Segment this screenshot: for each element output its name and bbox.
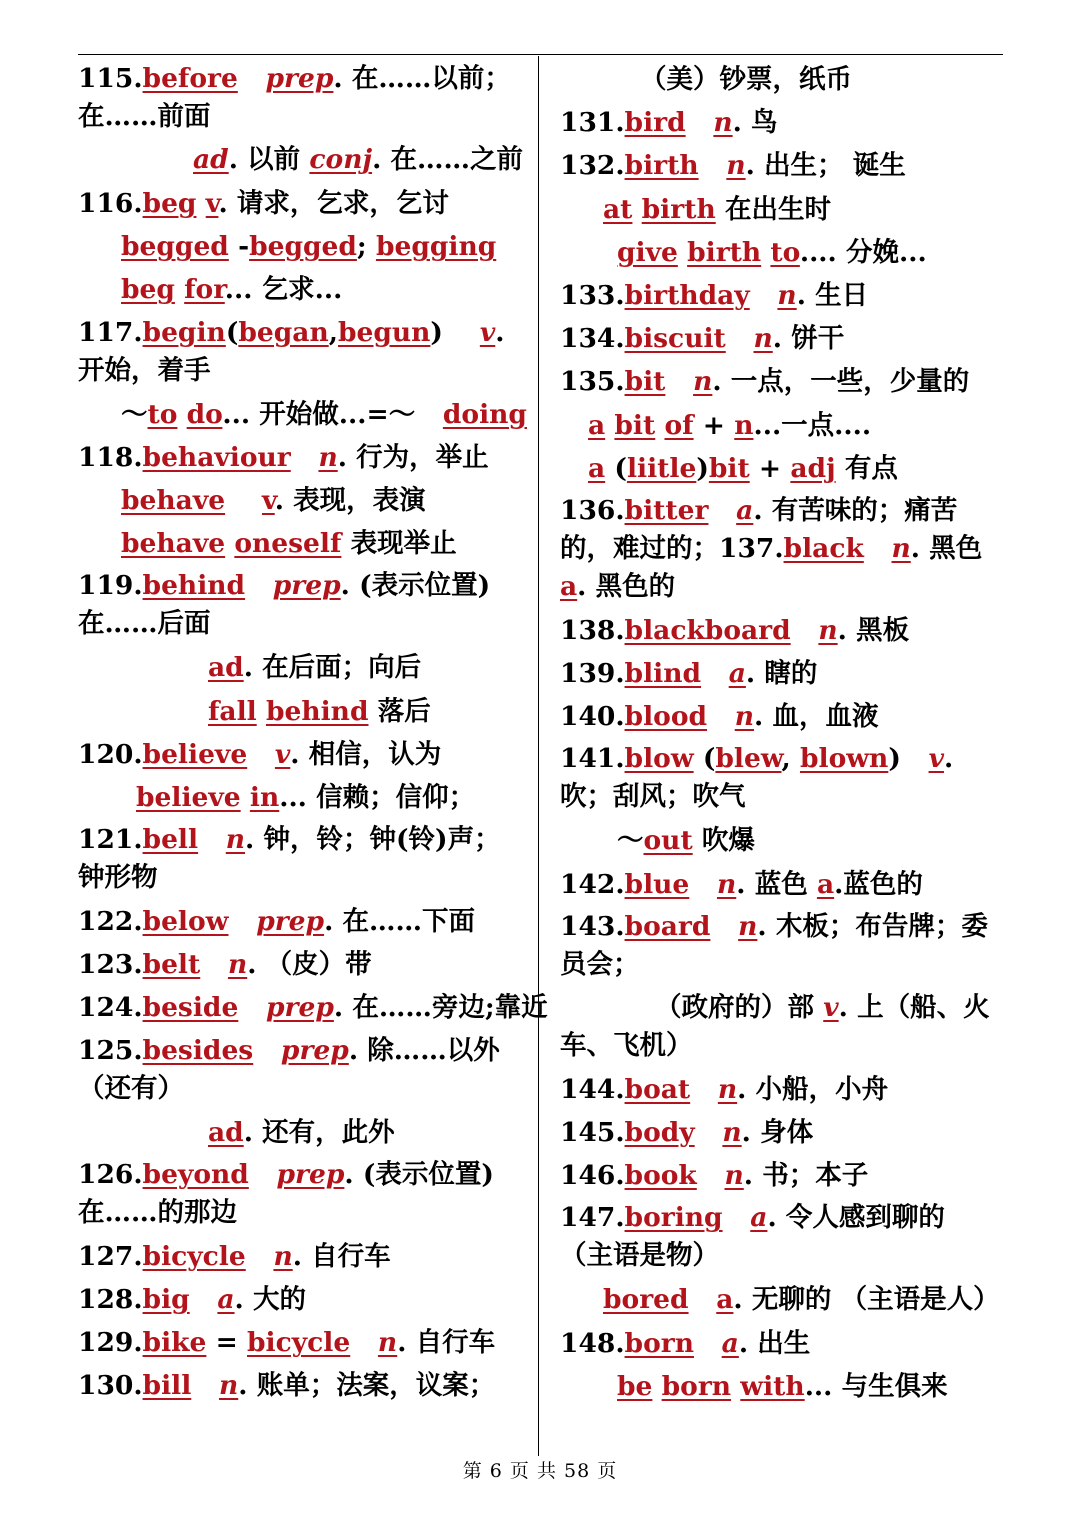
pos-tag: n (716, 868, 737, 900)
pos-tag: v (479, 316, 496, 348)
headword: black (783, 532, 864, 564)
pos-tag: ad (208, 652, 244, 684)
pos-tag: prep (272, 570, 341, 602)
pos-tag: n (738, 910, 758, 942)
pos-tag: prep (256, 906, 325, 938)
entry-125-ad: ad. 还有，此外 (208, 1116, 395, 1148)
pos-tag: prep (276, 1158, 345, 1190)
pos-tag: a (716, 1284, 734, 1316)
pos-tag: prep (266, 992, 334, 1024)
pos-tag: n (218, 1370, 239, 1402)
entry-139: 139.blind a. 瞎的 (560, 658, 818, 690)
pos-tag: n (722, 1117, 742, 1148)
page-number: 第 6 页 共 58 页 (462, 1460, 618, 1482)
entry-135-phrase-1: a bit of + n...一点.... (588, 409, 872, 441)
entry-126: 126.beyond prep. (表示位置)在……的那边 (78, 1158, 494, 1228)
entry-120: 120.believe v. 相信，认为 (78, 738, 442, 770)
entry-118: 118.behaviour n. 行为，举止 (78, 441, 489, 473)
entry-116: 116.beg v. 请求，乞求，乞讨 (78, 188, 449, 219)
entry-143: 143.board n. 木板；布告牌；委员会； (560, 910, 988, 980)
entry-138: 138.blackboard n. 黑板 (560, 614, 910, 646)
pos-tag: n (726, 150, 746, 182)
entry-122: 122.below prep. 在……下面 (78, 906, 476, 938)
pos-tag: ad (208, 1116, 244, 1148)
headword: below (142, 906, 229, 938)
pos-tag: n (377, 1327, 398, 1359)
pos-tag: a (728, 658, 746, 690)
entry-125: 125.besides prep. 除……以外（还有） (78, 1034, 500, 1104)
headword: born (624, 1327, 694, 1359)
entry-136-137: 136.bitter a. 有苦味的；痛苦的，难过的；137.black n. 黑色 a. 黑色的 (560, 494, 983, 602)
entry-135-phrase-2: a (liitle)bit + adj 有点 (588, 452, 898, 484)
headword: behaviour (142, 441, 291, 473)
headword: believe (142, 738, 248, 770)
entry-141: 141.blow (blew, blown) v. 吹；刮风；吹气 (560, 743, 954, 813)
pos-tag: a (816, 868, 835, 900)
pos-tag: a (750, 1202, 768, 1234)
pos-tag: n (227, 949, 248, 981)
headword: boring (624, 1202, 723, 1234)
headword: bill (142, 1370, 192, 1402)
pos-tag: ad (193, 144, 229, 175)
entry-144: 144.boat n. 小船，小舟 (560, 1073, 889, 1105)
headword: belt (142, 949, 201, 981)
pos-tag: a (560, 570, 578, 602)
entry-117: 117.begin(began,begun) v. 开始，着手 (78, 316, 505, 386)
header-rule (78, 54, 1003, 55)
entry-132: 132.birth n. 出生； 诞生 (560, 150, 906, 182)
entry-146: 146.book n. 书；本子 (560, 1160, 869, 1192)
left-column (78, 58, 548, 1408)
headword: book (624, 1160, 697, 1192)
entry-127: 127.bicycle n. 自行车 (78, 1240, 391, 1272)
pos-tag: n (273, 1240, 293, 1272)
entry-123: 123.belt n. （皮）带 (78, 949, 372, 981)
pos-tag: v (205, 188, 219, 219)
headword: before (142, 63, 238, 94)
entry-132-phrase-1: at birth 在出生时 (603, 193, 831, 225)
pos-tag: n (318, 441, 338, 473)
pos-tag: v (823, 991, 839, 1023)
pos-tag: a (721, 1327, 739, 1359)
entry-141-phrase: ～out 吹爆 (617, 825, 755, 857)
headword: beyond (142, 1158, 249, 1190)
pos-tag: n (693, 366, 713, 398)
headword: blue (624, 868, 690, 900)
right-column (560, 58, 1005, 1408)
entry-120-phrase: believe in... 信赖；信仰； (136, 781, 476, 813)
headword: birth (624, 150, 699, 182)
entry-132-phrase-2: give birth to.... 分娩... (617, 236, 927, 268)
entry-131: 131.bird n. 鸟 (560, 107, 778, 139)
headword: bit (624, 366, 666, 398)
headword: bitter (624, 494, 709, 526)
pos-tag: v (274, 738, 291, 770)
headword: bell (142, 824, 199, 856)
pos-tag: a (217, 1284, 235, 1315)
headword: bird (624, 107, 686, 139)
entry-133: 133.birthday n. 生日 (560, 279, 869, 311)
entry-119: 119.behind prep. (表示位置)在……后面 (78, 570, 491, 640)
entry-142: 142.blue n. 蓝色 a.蓝色的 (560, 868, 923, 900)
pos-tag: n (724, 1160, 744, 1192)
entry-118-related: behave v. 表现，表演 (121, 484, 426, 516)
entry-121: 121.bell n. 钟，铃；钟(铃)声；钟形物 (78, 824, 501, 894)
pos-tag: prep (280, 1034, 349, 1066)
pos-tag: n (713, 107, 733, 139)
headword: beside (142, 992, 239, 1024)
entry-143-cont: （政府的）部 v. 上（船、火车、飞机） (560, 991, 990, 1061)
entry-130-cont: （美）钞票，纸币 (640, 64, 852, 95)
pos-tag: prep (265, 63, 334, 94)
headword: board (624, 910, 711, 942)
headword: blood (624, 701, 708, 733)
entry-134: 134.biscuit n. 饼干 (560, 323, 845, 355)
entry-135: 135.bit n. 一点，一些，少量的 (560, 366, 970, 398)
headword: bicycle (142, 1240, 246, 1272)
entry-130: 130.bill n. 账单；法案，议案； (78, 1370, 496, 1402)
pos-tag: a (736, 494, 754, 526)
entry-148-phrase: be born with... 与生俱来 (617, 1370, 948, 1402)
headword: besides (142, 1034, 254, 1066)
pos-tag: v (928, 743, 944, 775)
headword: behind (142, 570, 246, 602)
entry-119-phrase: fall behind 落后 (208, 695, 431, 727)
entry-148: 148.born a. 出生 (560, 1327, 811, 1359)
entry-115: 115.before prep. 在……以前；在……前面 (78, 63, 511, 132)
pos-tag: n (225, 824, 246, 856)
entry-118-phrase: behave oneself 表现举止 (121, 528, 457, 560)
headword: body (624, 1117, 695, 1148)
headword: beg (142, 188, 197, 219)
headword: biscuit (624, 323, 726, 355)
pos-tag: v (262, 484, 275, 516)
pos-tag: n (734, 701, 754, 733)
headword: boat (624, 1073, 691, 1105)
pos-tag: n (753, 323, 773, 355)
column-divider (538, 56, 539, 1456)
entry-147: 147.boring a. 令人感到聊的 （主语是物） (560, 1202, 945, 1272)
headword: bike (142, 1327, 207, 1359)
pos-tag: n (717, 1073, 738, 1105)
entry-140: 140.blood n. 血，血液 (560, 701, 879, 733)
headword: begin (142, 316, 226, 348)
pos-tag: n (777, 279, 797, 311)
entry-116-forms: begged -begged; begging (121, 231, 497, 263)
entry-115-cont: ad. 以前 conj. 在……之前 (193, 144, 524, 175)
pos-tag: n (891, 532, 911, 564)
headword: blackboard (624, 614, 791, 646)
pos-tag: n (818, 614, 838, 646)
entry-116-phrase: beg for... 乞求... (121, 274, 343, 306)
pos-tag: conj (309, 144, 373, 175)
entry-128: 128.big a. 大的 (78, 1284, 306, 1315)
entry-129: 129.bike = bicycle n. 自行车 (78, 1327, 496, 1359)
headword: blind (624, 658, 702, 690)
headword: big (142, 1284, 190, 1315)
entry-119-ad: ad. 在后面；向后 (208, 652, 422, 684)
entry-147-related: bored a. 无聊的 （主语是人） (603, 1284, 1000, 1316)
entry-117-phrase: ～to do... 开始做...=～ doing (121, 398, 527, 430)
headword: birthday (624, 279, 750, 311)
headword: blow (624, 743, 694, 775)
entry-145: 145.body n. 身体 (560, 1117, 814, 1148)
entry-124: 124.beside prep. 在……旁边;靠近 (78, 992, 548, 1024)
